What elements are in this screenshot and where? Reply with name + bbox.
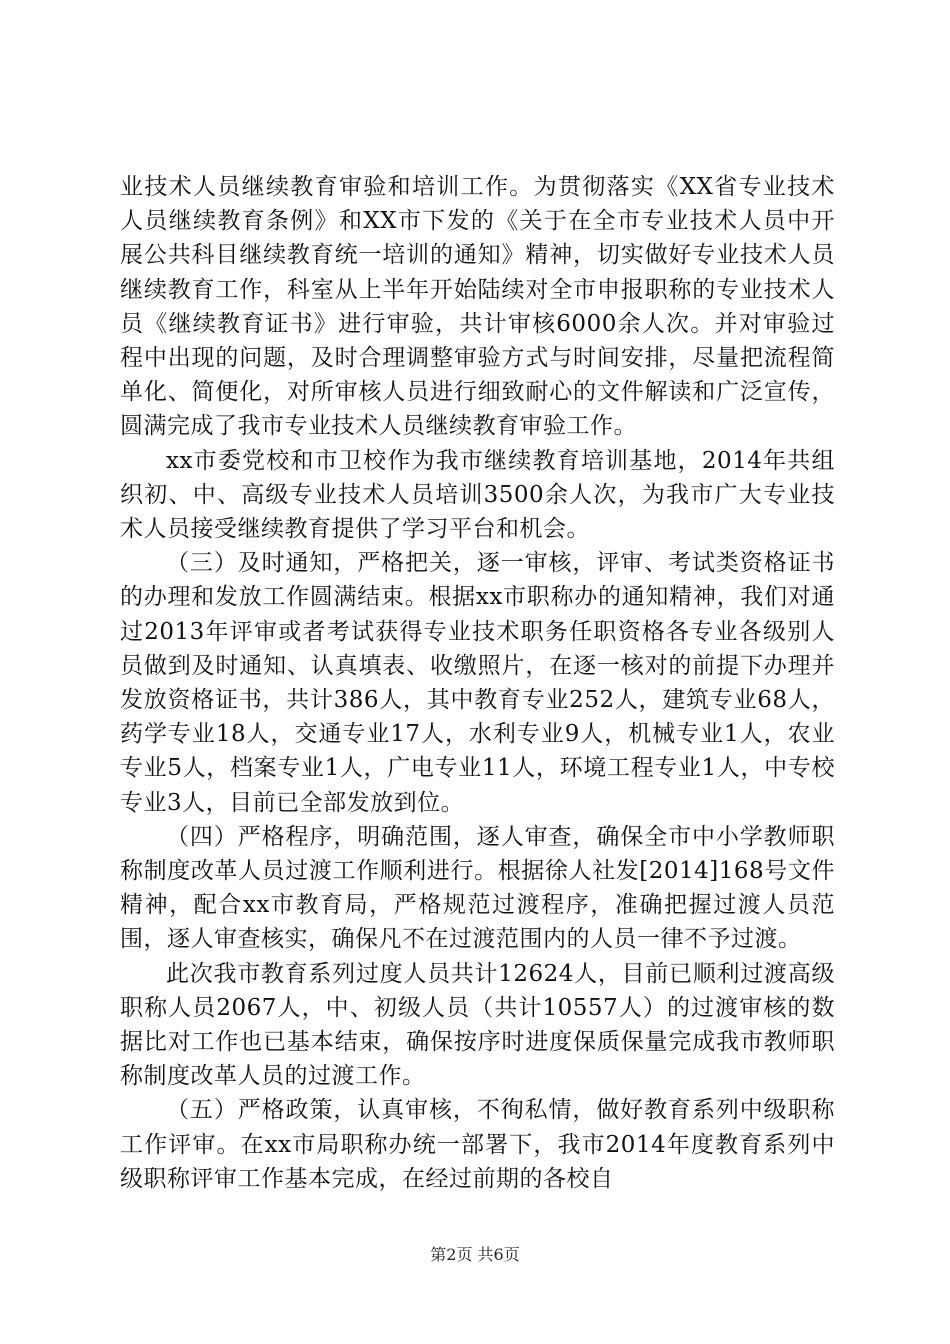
paragraph-transition-stats: 此次我市教育系列过度人员共计12624人，目前已顺利过渡高级职称人员2067人，中、初级人员（共计10557人）的过渡审核的数据比对工作也已基本结束，确保按序时进度保质保量完成我市教师职称制度改革人员的过渡工作。: [120, 960, 835, 1090]
paragraph-continuation: 业技术人员继续教育审验和培训工作。为贯彻落实《XX省专业技术人员继续教育条例》和XX市下发的《关于在全市专业技术人员中开展公共科目继续教育统一培训的通知》精神，切实做好专业技术人员继续教育工作，科室从上半年开始陆续对全市申报职称的专业技术人员《继续教育证书》进行审验，共计审核6000余人次。并对审验过程中出现的问题，及时合理调整审验方式与时间安排，尽量把流程简单化、简便化，对所审核人员进行细致耐心的文件解读和广泛宣传，圆满完成了我市专业技术人员继续教育审验工作。: [120, 174, 835, 440]
page-number: 第2页 共6页: [430, 1245, 520, 1264]
paragraph-training-base: xx市委党校和市卫校作为我市继续教育培训基地，2014年共组织初、中、高级专业技术人员培训3500余人次，为我市广大专业技术人员接受继续教育提供了学习平台和机会。: [120, 447, 835, 543]
page-footer: [0, 1242, 950, 1265]
paragraph-section-4: （四）严格程序，明确范围，逐人审查，确保全市中小学教师职称制度改革人员过渡工作顺利进行。根据徐人社发[2014]168号文件精神，配合xx市教育局，严格规范过渡程序，准确把握过渡人员范围，逐人审查核实，确保凡不在过渡范围内的人员一律不予过渡。: [120, 823, 835, 953]
paragraph-section-3: （三）及时通知，严格把关，逐一审核，评审、考试类资格证书的办理和发放工作圆满结束。根据xx市职称办的通知精神，我们对通过2013年评审或者考试获得专业技术职务任职资格各专业各级别人员做到及时通知、认真填表、收缴照片，在逐一核对的前提下办理并发放资格证书，共计386人，其中教育专业252人，建筑专业68人，药学专业18人，交通专业17人，水利专业9人，机械专业1人，农业专业5人，档案专业1人，广电专业11人，环境工程专业1人，中专校专业3人，目前已全部发放到位。: [120, 550, 835, 816]
paragraph-section-5: （五）严格政策，认真审核，不徇私情，做好教育系列中级职称工作评审。在xx市局职称办统一部署下，我市2014年度教育系列中级职称评审工作基本完成，在经过前期的各校自: [120, 1097, 835, 1192]
document-body: [120, 170, 835, 1196]
